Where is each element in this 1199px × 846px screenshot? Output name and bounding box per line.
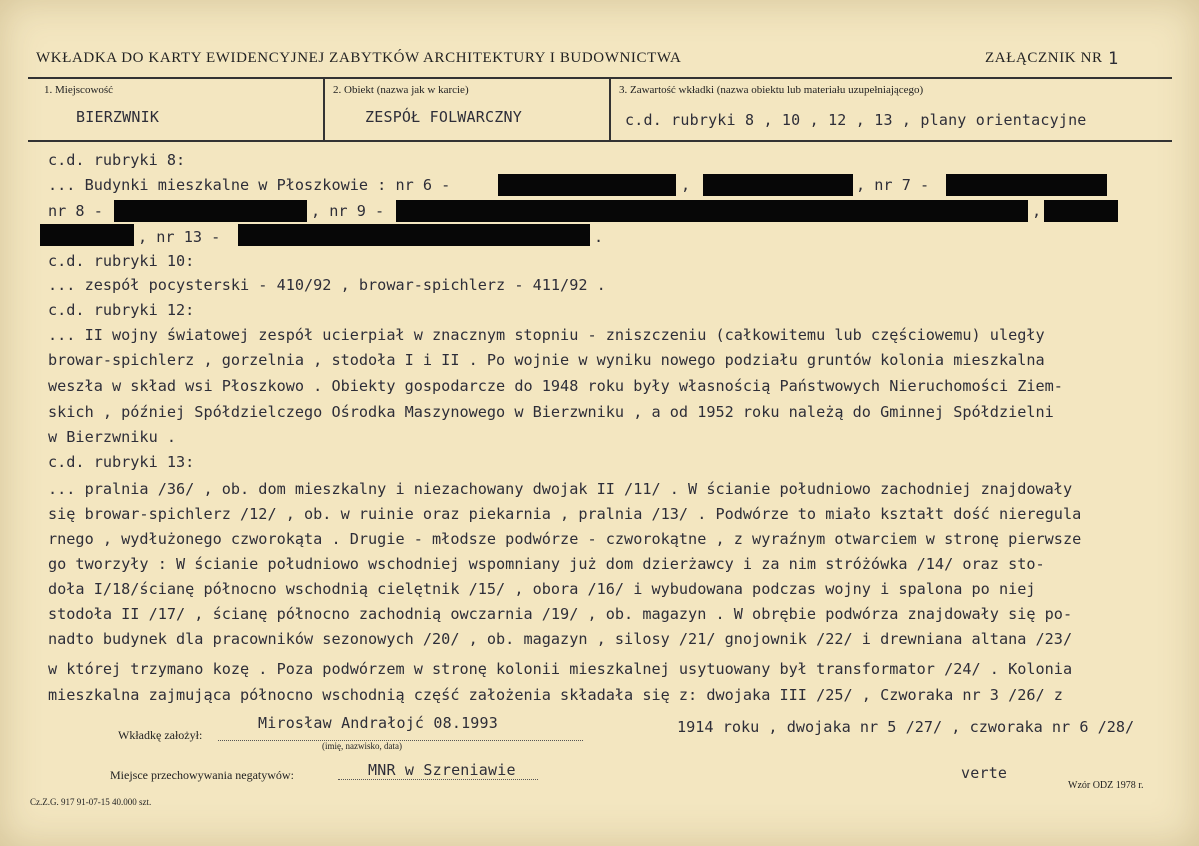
redaction-bar xyxy=(703,174,853,196)
attachment-label: ZAŁĄCZNIK NR xyxy=(985,50,1103,66)
print-info: Cz.Z.G. 917 91-07-15 40.000 szt. xyxy=(30,797,152,807)
body-line: 1914 roku , dwojaka nr 5 /27/ , czworaka nr 6 /28/ xyxy=(677,718,1135,736)
section-heading-8: c.d. rubryki 8: xyxy=(48,151,186,169)
redaction-bar xyxy=(1044,200,1118,222)
body-line: w Bierzwniku . xyxy=(48,428,177,446)
body-line: nadto budynek dla pracowników sezonowych /20/ , ob. magazyn , silosy /21/ gnojownik /22/ i drewniana altana /23/ xyxy=(48,630,1073,648)
author-label: Wkładkę założył: xyxy=(118,728,203,742)
header-top-rule xyxy=(28,77,1172,79)
redaction-bar xyxy=(114,200,307,222)
body-line: ... pralnia /36/ , ob. dom mieszkalny i niezachowany dwojak II /11/ . W ścianie południowo zachodniej znajdowały xyxy=(48,480,1073,498)
negatives-label: Miejsce przechowywania negatywów: xyxy=(110,768,294,782)
attachment-number: 1 xyxy=(1108,49,1119,69)
field-2-label: 2. Obiekt (nazwa jak w karcie) xyxy=(333,84,469,96)
body-line: , xyxy=(1032,202,1042,220)
field-3-label: 3. Zawartość wkładki (nazwa obiektu lub materiału uzupełniającego) xyxy=(619,84,924,96)
form-id: Wzór ODZ 1978 r. xyxy=(1068,780,1144,791)
form-title: WKŁADKA DO KARTY EWIDENCYJNEJ ZABYTKÓW ARCHITEKTURY I BUDOWNICTWA xyxy=(36,50,682,66)
section-heading-13: c.d. rubryki 13: xyxy=(48,453,195,471)
field-divider-2 xyxy=(609,78,611,140)
redaction-bar xyxy=(498,174,676,196)
body-line: doła I/18/ścianę północno wschodnią cielętnik /15/ , obora /16/ i wybudowana podczas wojny i spalona po niej xyxy=(48,580,1036,598)
field-1-label: 1. Miejscowość xyxy=(44,84,114,96)
body-line: browar-spichlerz , gorzelnia , stodoła I i II . Po wojnie w wyniku nowego podziału gruntów kolonia mieszkalna xyxy=(48,351,1045,369)
body-line: nr 8 - xyxy=(48,202,103,220)
negatives-dotted-line xyxy=(338,779,538,780)
body-line: , nr 7 - xyxy=(856,176,930,194)
redaction-bar xyxy=(946,174,1107,196)
body-line: ... II wojny światowej zespół ucierpiał w znacznym stopniu - zniszczeniu (całkowitemu lub częściowemu) uległy xyxy=(48,326,1045,344)
header-bottom-rule xyxy=(28,140,1172,142)
redaction-bar xyxy=(238,224,590,246)
body-line: w której trzymano kozę . Poza podwórzem w stronę kolonii mieszkalnej usytuowany był transformator /24/ . Kolonia xyxy=(48,660,1073,678)
verte-text: verte xyxy=(961,764,1008,782)
body-line: stodoła II /17/ , ścianę północno zachodnią owczarnia /19/ , ob. magazyn . W obrębie podwórza znajdowały się po- xyxy=(48,605,1073,623)
body-line: . xyxy=(594,228,604,246)
negatives-value: MNR w Szreniawie xyxy=(368,761,516,779)
body-line: skich , później Spółdzielczego Ośrodka Maszynowego w Bierzwniku , a od 1952 roku należą do Gminnej Spółdzielni xyxy=(48,403,1054,421)
field-2-value: ZESPÓŁ FOLWARCZNY xyxy=(365,108,522,126)
field-1-value: BIERZWNIK xyxy=(76,108,160,126)
body-line: , nr 13 - xyxy=(138,228,221,246)
section-heading-12: c.d. rubryki 12: xyxy=(48,301,195,319)
body-line: ... zespół pocysterski - 410/92 , browar-spichlerz - 411/92 . xyxy=(48,276,606,294)
body-line: się browar-spichlerz /12/ , ob. w ruinie oraz piekarnia , pralnia /13/ . Podwórze to miało kształt dość nieregula xyxy=(48,505,1082,523)
field-3-value: c.d. rubryki 8 , 10 , 12 , 13 , plany orientacyjne xyxy=(625,111,1087,129)
section-heading-10: c.d. rubryki 10: xyxy=(48,252,195,270)
body-line: mieszkalna zajmująca północno wschodnią część założenia składała się z: dwojaka III /25/ , Czworaka nr 3 /26/ z xyxy=(48,686,1063,704)
author-hint: (imię, nazwisko, data) xyxy=(322,741,402,751)
author-value: Mirosław Andrałojć 08.1993 xyxy=(258,714,498,732)
redaction-bar xyxy=(396,200,1028,222)
body-line: weszła w skład wsi Płoszkowo . Obiekty gospodarcze do 1948 roku były własnością Państwowych Nieruchomości Ziem- xyxy=(48,377,1063,395)
body-line: , xyxy=(681,176,691,194)
body-line: go tworzyły : W ścianie południowo wschodniej wspomniany już dom dzierżawcy i za nim stróżówka /14/ oraz sto- xyxy=(48,555,1045,573)
body-line: rnego , wydłużonego czworokąta . Drugie - młodsze podwórze - czworokątne , z wyraźnym otwarciem w stronę pierwsze xyxy=(48,530,1082,548)
redaction-bar xyxy=(40,224,134,246)
body-line: ... Budynki mieszkalne w Płoszkowie : nr 6 - xyxy=(48,176,451,194)
field-divider-1 xyxy=(323,78,325,140)
body-line: , nr 9 - xyxy=(311,202,385,220)
